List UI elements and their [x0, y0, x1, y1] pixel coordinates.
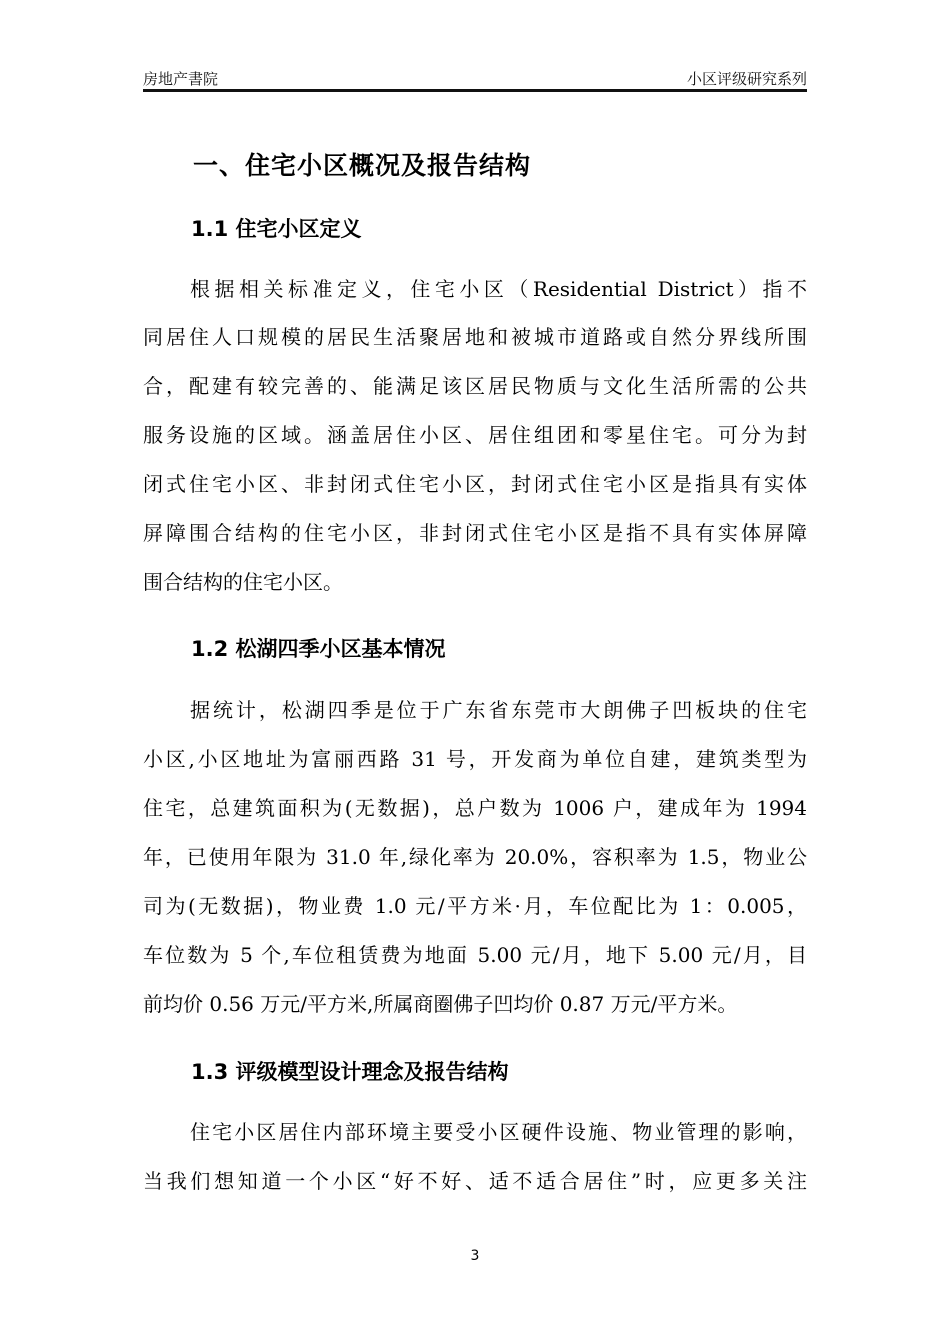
paragraph-line: 前均价 0.56 万元/平方米,所属商圈佛子凹均价 0.87 万元/平方米。 — [143, 992, 738, 1016]
paragraph-line: 住宅小区居住内部环境主要受小区硬件设施、物业管理的影响， — [190, 1120, 807, 1144]
header-divider — [143, 89, 807, 92]
paragraph-line: 闭式住宅小区、非封闭式住宅小区，封闭式住宅小区是指具有实体 — [143, 472, 807, 496]
paragraph-line: 根据相关标准定义，住宅小区（Residential District）指不 — [190, 277, 807, 301]
paragraph-line: 住宅，总建筑面积为(无数据)，总户数为 1006 户，建成年为 1994 — [143, 796, 807, 820]
section-heading-1-3: 1.3 评级模型设计理念及报告结构 — [191, 1060, 509, 1084]
paragraph-line: 屏障围合结构的住宅小区，非封闭式住宅小区是指不具有实体屏障 — [143, 521, 807, 545]
paragraph-line: 围合结构的住宅小区。 — [143, 570, 343, 594]
header-publisher: 房地产書院 — [143, 70, 219, 88]
section-heading-1-1: 1.1 住宅小区定义 — [191, 217, 362, 241]
paragraph-line: 年，已使用年限为 31.0 年,绿化率为 20.0%，容积率为 1.5，物业公 — [143, 845, 807, 869]
paragraph-line: 服务设施的区域。涵盖居住小区、居住组团和零星住宅。可分为封 — [143, 423, 807, 447]
paragraph-line: 合，配建有较完善的、能满足该区居民物质与文化生活所需的公共 — [143, 374, 807, 398]
paragraph-line: 车位数为 5 个,车位租赁费为地面 5.00 元/月，地下 5.00 元/月，目 — [143, 943, 807, 967]
chapter-title: 一、住宅小区概况及报告结构 — [193, 151, 532, 180]
section-heading-1-2: 1.2 松湖四季小区基本情况 — [191, 637, 446, 661]
header-series-title: 小区评级研究系列 — [686, 70, 807, 88]
paragraph-line: 据统计，松湖四季是位于广东省东莞市大朗佛子凹板块的住宅 — [190, 698, 807, 722]
paragraph-line: 同居住人口规模的居民生活聚居地和被城市道路或自然分界线所围 — [143, 325, 807, 349]
page-header — [143, 64, 807, 88]
paragraph-line: 司为(无数据)，物业费 1.0 元/平方米·月，车位配比为 1：0.005， — [143, 894, 807, 918]
page-number: 3 — [470, 1248, 480, 1264]
paragraph-line: 小区,小区地址为富丽西路 31 号，开发商为单位自建，建筑类型为 — [143, 747, 807, 771]
paragraph-line: 当我们想知道一个小区“好不好、适不适合居住”时，应更多关注 — [143, 1169, 807, 1193]
